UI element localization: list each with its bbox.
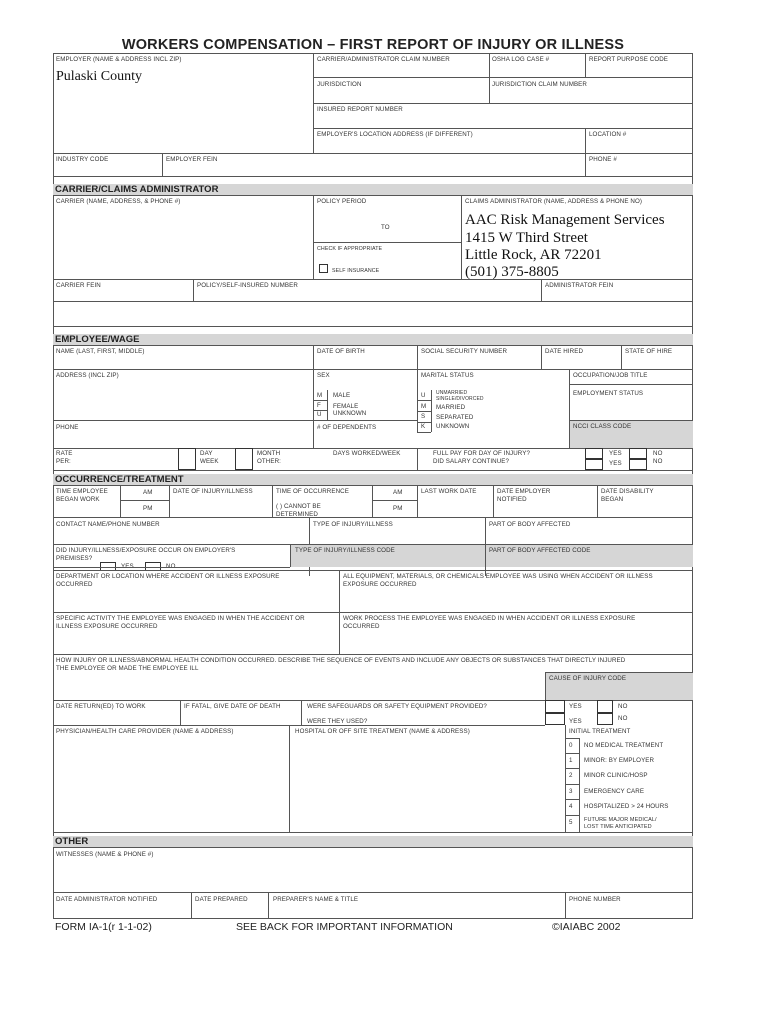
marital-code-m[interactable]: M bbox=[421, 403, 427, 410]
premises-no-label: NO bbox=[166, 563, 176, 570]
report-purpose-code-label: REPORT PURPOSE CODE bbox=[589, 56, 669, 63]
form-title: WORKERS COMPENSATION – FIRST REPORT OF INJURY OR ILLNESS bbox=[121, 37, 625, 53]
salary-no-label: NO bbox=[653, 458, 663, 465]
state-of-hire-label: STATE OF HIRE bbox=[625, 348, 673, 355]
jurisdiction-claim-number-label: JURISDICTION CLAIM NUMBER bbox=[492, 81, 587, 88]
marital-separated-label: SEPARATED bbox=[436, 414, 474, 421]
sex-female-label: FEMALE bbox=[333, 403, 359, 410]
treatment-code-4[interactable]: 4 bbox=[569, 803, 573, 810]
treatment-code-3[interactable]: 3 bbox=[569, 788, 573, 795]
employer-name-label: EMPLOYER (NAME & ADDRESS INCL ZIP) bbox=[56, 56, 182, 63]
time-began-pm[interactable]: PM bbox=[143, 505, 153, 512]
safeguards-provided-yes-label: YES bbox=[569, 703, 582, 710]
treatment-future-major: FUTURE MAJOR MEDICAL/ LOST TIME ANTICIPATED bbox=[584, 817, 657, 830]
department-location-label: DEPARTMENT OR LOCATION WHERE ACCIDENT OR ILLNESS EXPOSURE OCCURRED bbox=[56, 573, 280, 588]
occurrence-section-header: OCCURRENCE/TREATMENT bbox=[53, 474, 693, 485]
contact-name-label: CONTACT NAME/PHONE NUMBER bbox=[56, 521, 160, 528]
safeguards-provided-label: WERE SAFEGUARDS OR SAFETY EQUIPMENT PROVIDED? bbox=[307, 703, 487, 710]
body-part-code-label: PART OF BODY AFFECTED CODE bbox=[489, 547, 591, 554]
policy-number-label: POLICY/SELF-INSURED NUMBER bbox=[197, 282, 298, 289]
copyright: ©IAIABC 2002 bbox=[552, 921, 621, 933]
days-worked-label: DAYS WORKED/WEEK bbox=[333, 450, 401, 457]
rate-month-other-label: MONTH OTHER: bbox=[257, 450, 281, 465]
treatment-no-medical: NO MEDICAL TREATMENT bbox=[584, 742, 664, 749]
occurrence-am[interactable]: AM bbox=[393, 489, 403, 496]
salary-yes-label: YES bbox=[609, 460, 622, 467]
marital-married-label: MARRIED bbox=[436, 404, 466, 411]
treatment-minor-employer: MINOR: BY EMPLOYER bbox=[584, 757, 655, 764]
safeguards-used-no-box[interactable] bbox=[597, 713, 613, 725]
salary-no-box[interactable] bbox=[629, 459, 647, 470]
full-pay-no-box[interactable] bbox=[629, 448, 647, 459]
claims-admin-line-2[interactable]: 1415 W Third Street bbox=[465, 230, 588, 246]
safeguards-used-yes-box[interactable] bbox=[545, 713, 565, 725]
self-insurance-checkbox[interactable] bbox=[319, 264, 328, 273]
marital-code-k[interactable]: K bbox=[421, 423, 426, 430]
work-process-label: WORK PROCESS THE EMPLOYEE WAS ENGAGED IN WHEN ACCIDENT OR ILLNESS EXPOSURE OCCURRED bbox=[343, 615, 636, 630]
treatment-hospitalized: HOSPITALIZED > 24 HOURS bbox=[584, 803, 669, 810]
employer-phone-label: PHONE # bbox=[589, 156, 617, 163]
preparer-name-label: PREPARER'S NAME & TITLE bbox=[273, 896, 359, 903]
sex-code-u[interactable]: U bbox=[317, 411, 322, 418]
full-pay-no-label: NO bbox=[653, 450, 663, 457]
employer-location-address-label: EMPLOYER'S LOCATION ADDRESS (IF DIFFERENT) bbox=[317, 131, 473, 138]
marital-unmarried-label: UNMARRIED SINGLE/DIVORCED bbox=[436, 390, 484, 402]
carrier-fein-label: CARRIER FEIN bbox=[56, 282, 101, 289]
physician-provider-label: PHYSICIAN/HEALTH CARE PROVIDER (NAME & ADDRESS) bbox=[56, 728, 234, 735]
industry-code-label: INDUSTRY CODE bbox=[56, 156, 109, 163]
premises-yes-label: YES bbox=[121, 563, 134, 570]
employer-fein-label: EMPLOYER FEIN bbox=[166, 156, 218, 163]
initial-treatment-label: INITIAL TREATMENT bbox=[569, 728, 631, 735]
claims-administrator-label: CLAIMS ADMINISTRATOR (NAME, ADDRESS & PHONE NO) bbox=[465, 198, 643, 205]
dependents-label: # OF DEPENDENTS bbox=[317, 424, 377, 431]
location-number-label: LOCATION # bbox=[589, 131, 627, 138]
sex-male-label: MALE bbox=[333, 392, 351, 399]
employer-name-value[interactable]: Pulaski County bbox=[56, 69, 142, 84]
other-section-header: OTHER bbox=[53, 836, 693, 847]
policy-period-label: POLICY PERIOD bbox=[317, 198, 367, 205]
employee-name-label: NAME (LAST, FIRST, MIDDLE) bbox=[56, 348, 145, 355]
claims-admin-line-3[interactable]: Little Rock, AR 72201 bbox=[465, 247, 602, 263]
self-insurance-label: SELF INSURANCE bbox=[332, 268, 380, 274]
form-number: FORM IA-1(r 1-1-02) bbox=[55, 921, 152, 933]
date-hired-label: DATE HIRED bbox=[545, 348, 584, 355]
treatment-code-2[interactable]: 2 bbox=[569, 772, 573, 779]
full-pay-yes-label: YES bbox=[609, 450, 622, 457]
treatment-code-0[interactable]: 0 bbox=[569, 742, 573, 749]
rate-month-other-box[interactable] bbox=[235, 448, 253, 470]
time-began-am[interactable]: AM bbox=[143, 489, 153, 496]
insured-report-number-label: INSURED REPORT NUMBER bbox=[317, 106, 403, 113]
preparer-phone-label: PHONE NUMBER bbox=[569, 896, 621, 903]
time-of-occurrence-label: TIME OF OCCURRENCE bbox=[276, 488, 349, 495]
date-of-injury-label: DATE OF INJURY/ILLNESS bbox=[173, 488, 253, 495]
employee-phone-label: PHONE bbox=[56, 424, 79, 431]
ssn-label: SOCIAL SECURITY NUMBER bbox=[421, 348, 508, 355]
safeguards-used-no-label: NO bbox=[618, 715, 628, 722]
full-pay-question-label: FULL PAY FOR DAY OF INJURY? DID SALARY CONTINUE? bbox=[433, 450, 531, 465]
safeguards-provided-yes-box[interactable] bbox=[545, 700, 565, 713]
treatment-code-5[interactable]: 5 bbox=[569, 819, 573, 826]
treatment-minor-clinic: MINOR CLINIC/HOSP bbox=[584, 772, 648, 779]
claims-admin-line-1[interactable]: AAC Risk Management Services bbox=[465, 212, 665, 228]
rate-per-label: RATE PER: bbox=[56, 450, 73, 465]
time-began-work-label: TIME EMPLOYEE BEGAN WORK bbox=[56, 488, 108, 503]
date-of-birth-label: DATE OF BIRTH bbox=[317, 348, 365, 355]
injury-type-code-label: TYPE OF INJURY/ILLNESS CODE bbox=[295, 547, 395, 554]
safeguards-used-yes-label: YES bbox=[569, 718, 582, 725]
hospital-treatment-label: HOSPITAL OR OFF SITE TREATMENT (NAME & ADDRESS) bbox=[295, 728, 470, 735]
witnesses-label: WITNESSES (NAME & PHONE #) bbox=[56, 851, 154, 858]
date-prepared-label: DATE PREPARED bbox=[195, 896, 248, 903]
administrator-fein-label: ADMINISTRATOR FEIN bbox=[545, 282, 614, 289]
safeguards-used-label: WERE THEY USED? bbox=[307, 718, 368, 725]
safeguards-provided-no-label: NO bbox=[618, 703, 628, 710]
sex-code-f[interactable]: F bbox=[317, 402, 321, 409]
marital-unknown-label: UNKNOWN bbox=[436, 423, 470, 430]
cause-of-injury-code-label: CAUSE OF INJURY CODE bbox=[549, 675, 627, 682]
date-employer-notified-label: DATE EMPLOYER NOTIFIED bbox=[497, 488, 551, 503]
carrier-section-header: CARRIER/CLAIMS ADMINISTRATOR bbox=[53, 184, 693, 195]
specific-activity-label: SPECIFIC ACTIVITY THE EMPLOYEE WAS ENGAGED IN WHEN THE ACCIDENT OR ILLNESS EXPOSURE OCCURRED bbox=[56, 615, 305, 630]
type-of-injury-label: TYPE OF INJURY/ILLNESS bbox=[313, 521, 393, 528]
employee-address-label: ADDRESS (INCL ZIP) bbox=[56, 372, 119, 379]
employee-section-header: EMPLOYEE/WAGE bbox=[53, 334, 693, 345]
part-of-body-label: PART OF BODY AFFECTED bbox=[489, 521, 571, 528]
cannot-be-determined-label[interactable]: ( ) CANNOT BE DETERMINED bbox=[276, 503, 321, 518]
date-of-death-label: IF FATAL, GIVE DATE OF DEATH bbox=[184, 703, 281, 710]
date-admin-notified-label: DATE ADMINISTRATOR NOTIFIED bbox=[56, 896, 158, 903]
how-injury-occurred-label: HOW INJURY OR ILLNESS/ABNORMAL HEALTH CONDITION OCCURRED. DESCRIBE THE SEQUENCE OF EVENTS AND INCLUDE ANY OBJECTS OR SUBSTANCES THAT DIRECTLY INJURED THE EMPLOYEE OR MADE THE EMPLOYEE ILL bbox=[56, 657, 626, 672]
marital-status-label: MARITAL STATUS bbox=[421, 372, 474, 379]
carrier-claim-number-label: CARRIER/ADMINISTRATOR CLAIM NUMBER bbox=[317, 56, 450, 63]
claims-admin-phone[interactable]: (501) 375-8805 bbox=[465, 264, 559, 280]
back-notice: SEE BACK FOR IMPORTANT INFORMATION bbox=[236, 921, 453, 933]
marital-code-s[interactable]: S bbox=[421, 413, 426, 420]
on-premises-question-label: DID INJURY/ILLNESS/EXPOSURE OCCUR ON EMPLOYER'S PREMISES? bbox=[56, 547, 236, 562]
last-work-date-label: LAST WORK DATE bbox=[421, 488, 477, 495]
marital-code-u[interactable]: U bbox=[421, 392, 426, 399]
rate-day-week-box[interactable] bbox=[178, 448, 196, 470]
sex-code-m[interactable]: M bbox=[317, 392, 323, 399]
treatment-code-1[interactable]: 1 bbox=[569, 757, 573, 764]
occurrence-pm[interactable]: PM bbox=[393, 505, 403, 512]
jurisdiction-label: JURISDICTION bbox=[317, 81, 362, 88]
salary-yes-box[interactable] bbox=[585, 459, 603, 470]
occupation-label: OCCUPATION/JOB TITLE bbox=[573, 372, 648, 379]
rate-day-week-label: DAY WEEK bbox=[200, 450, 219, 465]
policy-to-label: TO bbox=[381, 224, 390, 231]
ncci-class-code-label: NCCI CLASS CODE bbox=[573, 423, 632, 430]
osha-log-case-label: OSHA LOG CASE # bbox=[492, 56, 550, 63]
employment-status-label: EMPLOYMENT STATUS bbox=[573, 390, 644, 397]
carrier-name-label: CARRIER (NAME, ADDRESS, & PHONE #) bbox=[56, 198, 181, 205]
equipment-materials-label: ALL EQUIPMENT, MATERIALS, OR CHEMICALS EMPLOYEE WAS USING WHEN ACCIDENT OR ILLNESS EXPOSURE OCCURRED bbox=[343, 573, 653, 588]
date-disability-began-label: DATE DISABILITY BEGAN bbox=[601, 488, 654, 503]
safeguards-provided-no-box[interactable] bbox=[597, 700, 613, 713]
full-pay-yes-box[interactable] bbox=[585, 448, 603, 459]
treatment-emergency: EMERGENCY CARE bbox=[584, 788, 645, 795]
sex-label: SEX bbox=[317, 372, 330, 379]
sex-unknown-label: UNKNOWN bbox=[333, 410, 367, 417]
date-returned-label: DATE RETURN(ED) TO WORK bbox=[56, 703, 146, 710]
check-if-appropriate-label: CHECK IF APPROPRIATE bbox=[317, 246, 383, 252]
